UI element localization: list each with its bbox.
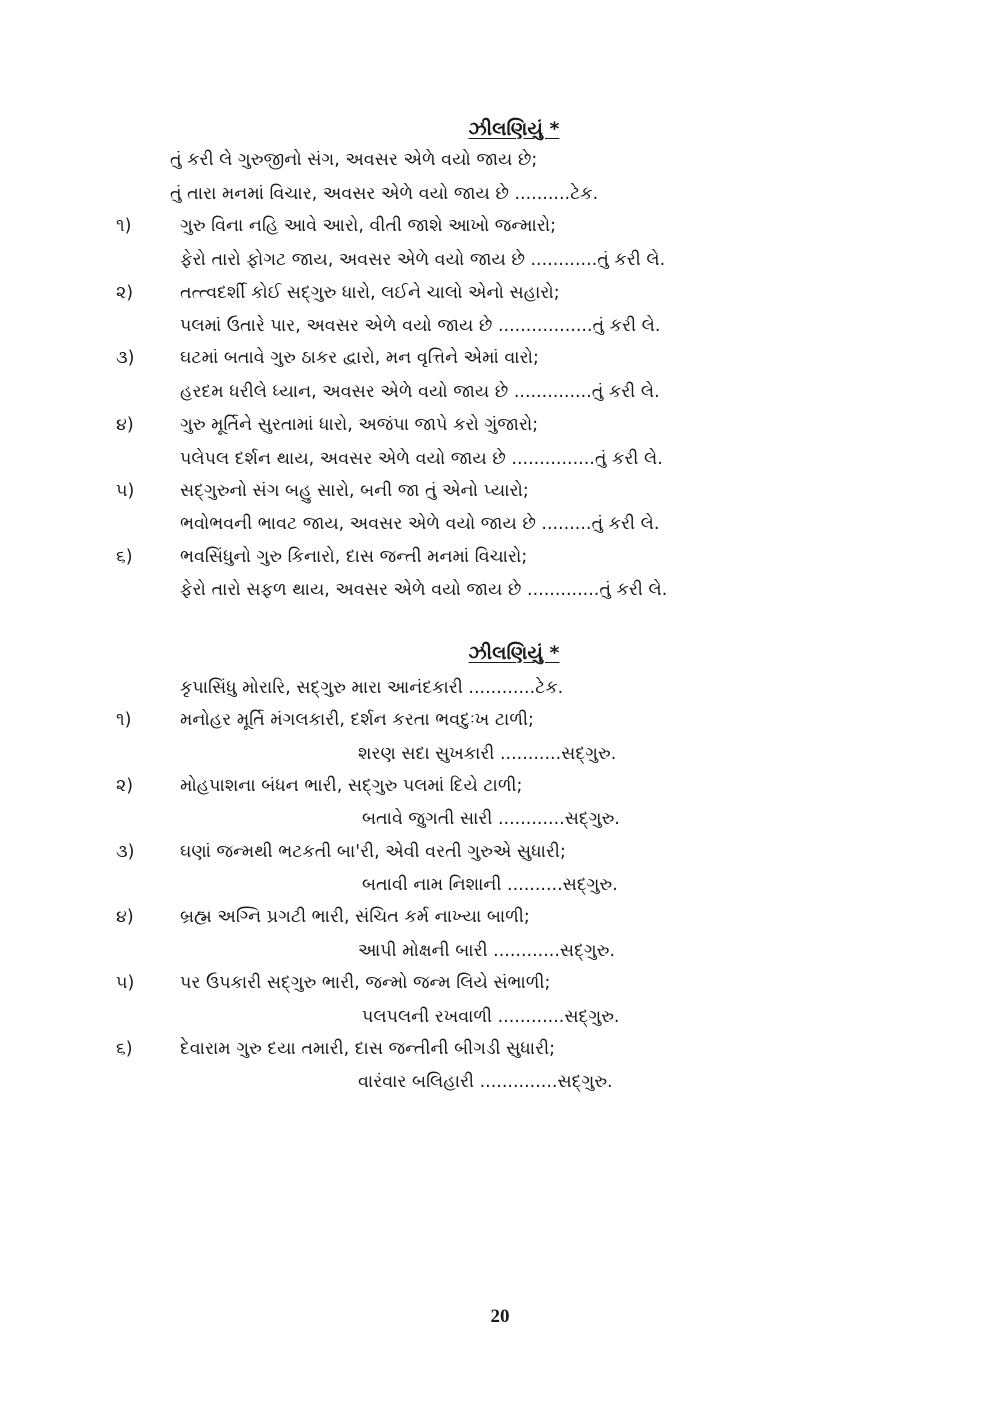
- song1-verse-3-number: ૩): [116, 348, 135, 368]
- song1-verse-4-number: ૪): [116, 415, 134, 435]
- song2-verse-6-line-1: દેવારામ ગુરુ દયા તમારી, દાસ જન્તીની બીગડી સુધારી;: [180, 1039, 556, 1059]
- page-number: 20: [490, 1306, 510, 1327]
- song1-verse-2-number: ૨): [116, 283, 134, 303]
- song1-verse-5-line-1: સદ્‌ગુરુનો સંગ બહુ સારો, બની જા તું એનો પ્યારો;: [180, 481, 529, 501]
- song1-refrain-line-1: તું કરી લે ગુરુજીનો સંગ, અવસર એળે વયો જાય છે;: [170, 150, 538, 170]
- song2-refrain: કૃપાસિંધુ મોરારિ, સદ્‌ગુરુ મારા આનંદકારી ............ટેક.: [180, 678, 564, 698]
- song1-verse-2-line-1: તત્ત્વદર્શી કોઈ સદ્‌ગુરુ ધારો, લઈને ચાલો એનો સહારો;: [180, 283, 560, 303]
- song1-verse-1-number: ૧): [116, 216, 132, 236]
- song1-verse-5-line-2: ભવોભવની ભાવટ જાય, અવસર એળે વયો જાય છે .........તું કરી લે.: [180, 514, 660, 534]
- song2-verse-1-line-2: શરણ સદા સુખકારી ...........સદ્‌ગુરુ.: [358, 744, 617, 764]
- song2-verse-2-line-2: બતાવે જુગતી સારી ............સદ્‌ગુરુ.: [362, 809, 620, 829]
- song1-title: ઝીલણિયું *: [468, 118, 560, 140]
- song2-verse-5-line-2: પલપલની રખવાળી ............સદ્‌ગુરુ.: [362, 1007, 620, 1027]
- song1-verse-5-number: ૫): [116, 481, 135, 501]
- song2-verse-3-number: ૩): [116, 842, 135, 862]
- song1-refrain-line-2: તું તારા મનમાં વિચાર, અવસર એળે વયો જાય છે ..........ટેક.: [170, 184, 599, 204]
- song1-verse-1-line-1: ગુરુ વિના નહિ આવે આરો, વીતી જાશે આખો જન્મારો;: [180, 216, 557, 236]
- song2-verse-4-line-1: બ્રહ્મ અગ્નિ પ્રગટી ભારી, સંચિત કર્મ નાખ્યા બાળી;: [180, 907, 530, 927]
- song2-verse-6-number: ૬): [116, 1039, 133, 1059]
- song2-verse-5-line-1: પર ઉપકારી સદ્‌ગુરુ ભારી, જન્મો જન્મ લિયે સંભાળી;: [180, 973, 551, 993]
- song2-title: ઝીલણિયું *: [468, 642, 560, 664]
- song1-verse-4-line-1: ગુરુ મૂર્તિને સુરતામાં ધારો, અજંપા જાપે કરો ગુંજારો;: [180, 415, 539, 435]
- song2-verse-3-line-1: ઘણાં જન્મથી ભટકતી બા'રી, એવી વરતી ગુરુએ સુધારી;: [180, 842, 566, 862]
- song1-verse-6-line-1: ભવસિંધુનો ગુરુ કિનારો, દાસ જન્તી મનમાં વિચારો;: [180, 547, 528, 567]
- song2-verse-3-line-2: બતાવી નામ નિશાની ..........સદ્‌ગુરુ.: [362, 875, 618, 895]
- song2-verse-1-line-1: મનોહર મૂર્તિ મંગલકારી, દર્શન કરતા ભવદુઃખ ટાળી;: [180, 710, 534, 730]
- song2-verse-2-line-1: મોહપાશના બંધન ભારી, સદ્‌ગુરુ પલમાં દિયે ટાળી;: [180, 776, 523, 796]
- song1-verse-2-line-2: પલમાં ઉતારે પાર, અવસર એળે વયો જાય છે .................તું કરી લે.: [180, 316, 661, 336]
- song2-verse-4-line-2: આપી મોક્ષની બારી ............સદ્‌ગુરુ.: [358, 941, 616, 961]
- song1-verse-3-line-1: ઘટમાં બતાવે ગુરુ ઠાકર દ્વારો, મન વૃત્તિને એમાં વારો;: [180, 348, 539, 368]
- song2-verse-1-number: ૧): [116, 710, 132, 730]
- song2-verse-5-number: ૫): [116, 973, 135, 993]
- song1-verse-3-line-2: હરદમ ધરીલે ધ્યાન, અવસર એળે વયો જાય છે ..............તું કરી લે.: [180, 382, 660, 402]
- song2-verse-2-number: ૨): [116, 776, 134, 796]
- song1-verse-4-line-2: પલેપલ દર્શન થાય, અવસર એળે વયો જાય છે ...............તું કરી લે.: [180, 449, 663, 469]
- song2-verse-6-line-2: વારંવાર બલિહારી ..............સદ્‌ગુરુ.: [358, 1072, 613, 1092]
- song1-verse-6-line-2: ફેરો તારો સફળ થાય, અવસર એળે વયો જાય છે .............તું કરી લે.: [180, 580, 668, 600]
- song1-verse-6-number: ૬): [116, 547, 133, 567]
- song1-verse-1-line-2: ફેરો તારો ફોગટ જાય, અવસર એળે વયો જાય છે ............તું કરી લે.: [180, 250, 666, 270]
- song2-verse-4-number: ૪): [116, 907, 134, 927]
